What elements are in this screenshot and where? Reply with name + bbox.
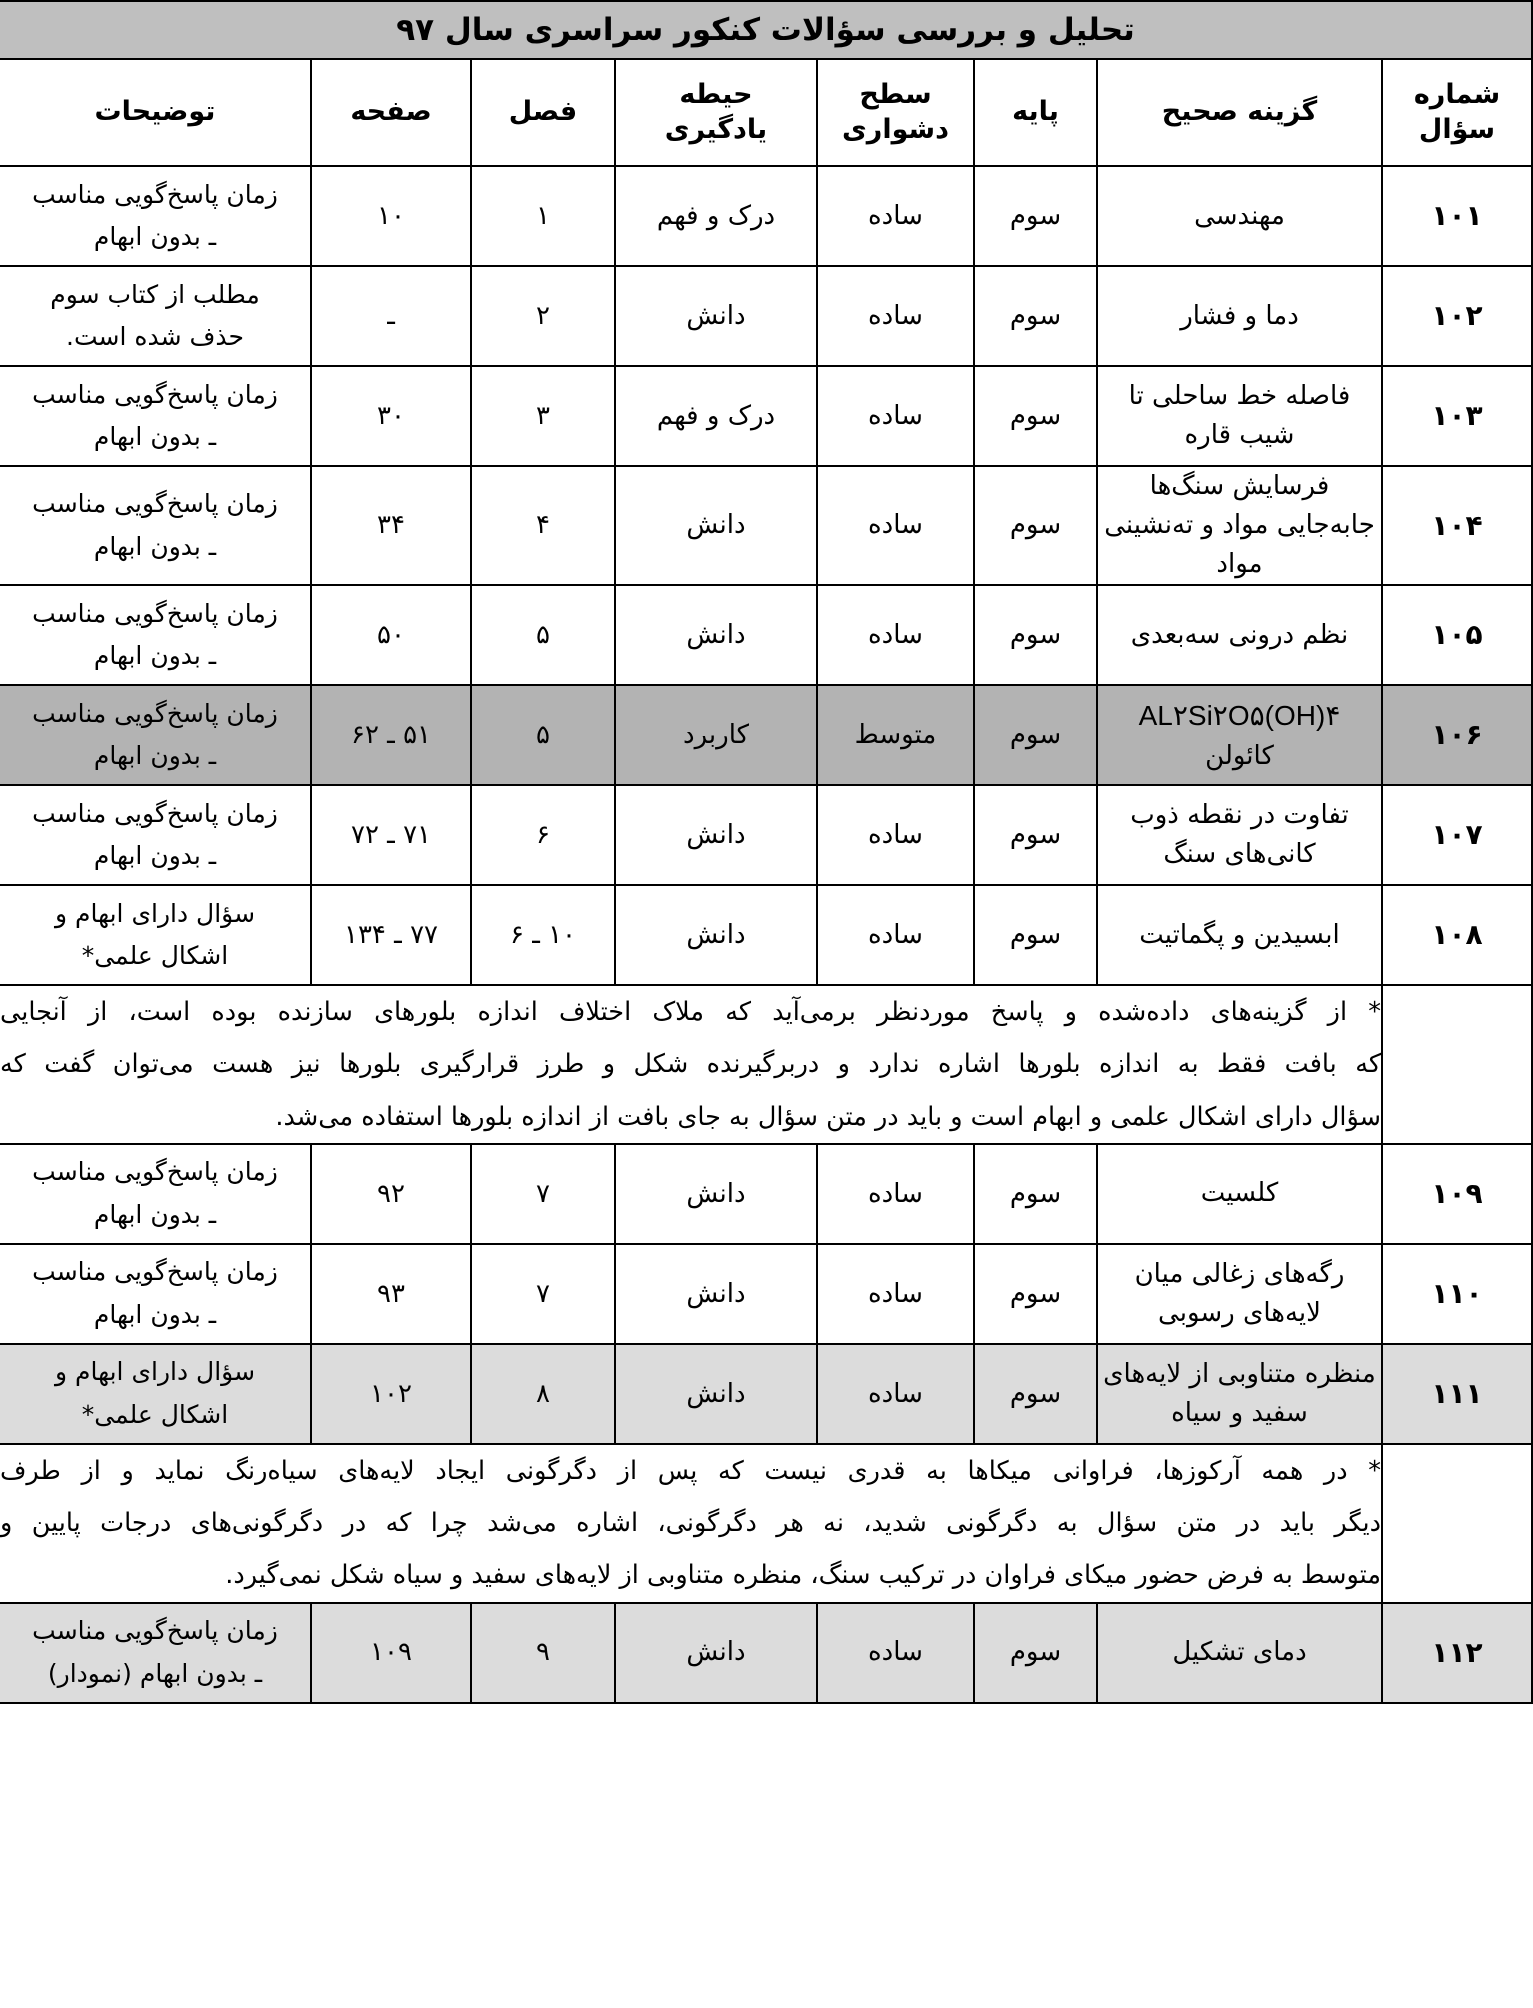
cell-difficulty: ساده bbox=[817, 885, 974, 985]
footnote-row bbox=[0, 985, 1532, 1144]
note-line1: زمان پاسخ‌گویی مناسب bbox=[32, 598, 278, 628]
cell-page: ۵۱ ـ ۶۲ bbox=[311, 685, 471, 785]
note-line1: زمان پاسخ‌گویی مناسب bbox=[32, 1257, 278, 1287]
cell-chapter: ۸ bbox=[471, 1344, 615, 1444]
cell-chapter: ۹ bbox=[471, 1603, 615, 1703]
header-chapter-line1: فصل bbox=[508, 96, 578, 128]
note-line1: زمان پاسخ‌گویی مناسب bbox=[32, 379, 278, 409]
cell-notes bbox=[0, 885, 311, 985]
note-line2: ـ بدون ابهام bbox=[93, 222, 217, 251]
cell-domain: دانش bbox=[615, 1603, 817, 1703]
cell-question-number: ۱۱۲ bbox=[1382, 1603, 1532, 1703]
note-line1: زمان پاسخ‌گویی مناسب bbox=[32, 1157, 278, 1187]
cell-page: ۵۰ bbox=[311, 585, 471, 685]
cell-notes bbox=[0, 1603, 311, 1703]
cell-correct-option: فاصله خط ساحلی تا شیب قاره bbox=[1097, 366, 1382, 466]
cell-page: ۹۲ bbox=[311, 1144, 471, 1244]
cell-question-number: ۱۰۹ bbox=[1382, 1144, 1532, 1244]
cell-notes bbox=[0, 585, 311, 685]
footnote-111-line3: متوسط به فرض حضور میکای فراوان در ترکیب سنگ، منظره متناوبی از لایه‌های سفید و سیاه شکل نمی‌گیرد. bbox=[225, 1560, 1381, 1591]
note-line2: اشکال علمی* bbox=[81, 941, 229, 970]
cell-domain: دانش bbox=[615, 266, 817, 366]
cell-question-number: ۱۰۸ bbox=[1382, 885, 1532, 985]
table-body bbox=[0, 1, 1532, 1703]
table-row bbox=[0, 885, 1532, 985]
cell-grade: سوم bbox=[974, 366, 1097, 466]
note-line1: سؤال دارای ابهام و bbox=[54, 898, 256, 928]
footnote-blank-cell bbox=[1382, 985, 1532, 1144]
cell-grade: سوم bbox=[974, 1144, 1097, 1244]
chemical-formula: AL۲Si۲O۵(OH)۴ bbox=[1138, 699, 1341, 731]
footnote-108-line1: * از گزینه‌های داده‌شده و پاسخ موردنظر برمی‌آید که ملاک اختلاف اندازه بلورهای سازنده بوده است، از آنجایی bbox=[0, 997, 1381, 1027]
cell-notes bbox=[0, 1344, 311, 1444]
header-chapter bbox=[471, 59, 615, 166]
cell-notes bbox=[0, 266, 311, 366]
note-line2: ـ بدون ابهام bbox=[93, 422, 217, 451]
note-line2: ـ بدون ابهام bbox=[93, 741, 217, 770]
cell-correct-option: منظره متناوبی از لایه‌های سفید و سیاه bbox=[1097, 1344, 1382, 1444]
cell-question-number: ۱۱۱ bbox=[1382, 1344, 1532, 1444]
cell-domain: دانش bbox=[615, 585, 817, 685]
cell-difficulty: ساده bbox=[817, 166, 974, 266]
footnote-111 bbox=[0, 1444, 1382, 1603]
cell-difficulty: متوسط bbox=[817, 685, 974, 785]
cell-correct-option: دما و فشار bbox=[1097, 266, 1382, 366]
header-row bbox=[0, 59, 1532, 166]
cell-notes bbox=[0, 1144, 311, 1244]
note-line2: ـ بدون ابهام bbox=[93, 1199, 217, 1229]
cell-grade: سوم bbox=[974, 585, 1097, 685]
header-page-line1: صفحه bbox=[350, 96, 432, 128]
cell-grade: سوم bbox=[974, 266, 1097, 366]
cell-grade: سوم bbox=[974, 785, 1097, 885]
cell-notes bbox=[0, 685, 311, 785]
cell-page: ۱۰۹ bbox=[311, 1603, 471, 1703]
note-line1: زمان پاسخ‌گویی مناسب bbox=[32, 1616, 278, 1646]
cell-difficulty: ساده bbox=[817, 1344, 974, 1444]
cell-question-number: ۱۱۰ bbox=[1382, 1244, 1532, 1344]
note-line2: اشکال علمی* bbox=[81, 1399, 229, 1429]
cell-correct-option: رگه‌های زغالی میان لایه‌های رسوبی bbox=[1097, 1244, 1382, 1344]
option-name: کائولن bbox=[1205, 740, 1274, 771]
cell-notes bbox=[0, 785, 311, 885]
cell-correct-option: مهندسی bbox=[1097, 166, 1382, 266]
cell-difficulty: ساده bbox=[817, 1144, 974, 1244]
cell-notes bbox=[0, 466, 311, 585]
cell-correct-option: نظم درونی سه‌بعدی bbox=[1097, 585, 1382, 685]
cell-chapter: ۶ bbox=[471, 785, 615, 885]
cell-domain: کاربرد bbox=[615, 685, 817, 785]
header-domain-line2: یادگیری bbox=[664, 113, 768, 145]
cell-difficulty: ساده bbox=[817, 466, 974, 585]
cell-domain: دانش bbox=[615, 885, 817, 985]
cell-chapter: ۷ bbox=[471, 1144, 615, 1244]
cell-chapter: ۵ bbox=[471, 585, 615, 685]
cell-question-number: ۱۰۷ bbox=[1382, 785, 1532, 885]
footnote-111-line2: دیگر باید در متن سؤال به دگرگونی شدید، نه هر دگرگونی، اشاره می‌شد چرا که در دگرگونی‌های درجات پایین و bbox=[0, 1508, 1381, 1539]
cell-difficulty: ساده bbox=[817, 366, 974, 466]
cell-chapter: ۲ bbox=[471, 266, 615, 366]
header-grade-line1: پایه bbox=[1012, 96, 1059, 128]
header-page bbox=[311, 59, 471, 166]
table-row bbox=[0, 1144, 1532, 1244]
cell-page: ۱۰ bbox=[311, 166, 471, 266]
table-row bbox=[0, 685, 1532, 785]
cell-correct-option: دمای تشکیل bbox=[1097, 1603, 1382, 1703]
cell-correct-option: فرسایش سنگ‌ها جابه‌جایی مواد و ته‌نشینی مواد bbox=[1097, 466, 1382, 585]
header-grade bbox=[974, 59, 1097, 166]
footnote-108-line3: سؤال دارای اشکال علمی و ابهام است و باید در متن سؤال به جای بافت از اندازه بلورها استفاده می‌شد. bbox=[275, 1101, 1381, 1132]
footnote-row bbox=[0, 1444, 1532, 1603]
cell-domain: دانش bbox=[615, 785, 817, 885]
header-correct-option bbox=[1097, 59, 1382, 166]
cell-correct-option bbox=[1097, 685, 1382, 785]
cell-chapter: ۵ bbox=[471, 685, 615, 785]
note-line2: حذف شده است. bbox=[66, 322, 244, 351]
cell-question-number: ۱۰۶ bbox=[1382, 685, 1532, 785]
cell-grade: سوم bbox=[974, 1244, 1097, 1344]
table-row bbox=[0, 1603, 1532, 1703]
header-question-number-line1: شماره bbox=[1413, 78, 1501, 110]
cell-chapter: ۳ bbox=[471, 366, 615, 466]
footnote-blank-cell bbox=[1382, 1444, 1532, 1603]
cell-question-number: ۱۰۴ bbox=[1382, 466, 1532, 585]
header-difficulty bbox=[817, 59, 974, 166]
header-domain-line1: حیطه bbox=[679, 78, 753, 110]
cell-page: ۹۳ bbox=[311, 1244, 471, 1344]
cell-difficulty: ساده bbox=[817, 1244, 974, 1344]
cell-page: ۱۰۲ bbox=[311, 1344, 471, 1444]
cell-correct-option: تفاوت در نقطه ذوب کانی‌های سنگ bbox=[1097, 785, 1382, 885]
header-question-number-line2: سؤال bbox=[1418, 113, 1496, 145]
cell-domain: دانش bbox=[615, 466, 817, 585]
cell-domain: دانش bbox=[615, 1244, 817, 1344]
header-difficulty-line2: دشواری bbox=[842, 113, 949, 145]
header-question-number bbox=[1382, 59, 1532, 166]
table-row bbox=[0, 585, 1532, 685]
footnote-108 bbox=[0, 985, 1382, 1144]
cell-page: ۳۰ bbox=[311, 366, 471, 466]
title-row bbox=[0, 1, 1532, 59]
header-difficulty-line1: سطح bbox=[859, 78, 932, 110]
cell-difficulty: ساده bbox=[817, 266, 974, 366]
cell-domain: دانش bbox=[615, 1144, 817, 1244]
cell-difficulty: ساده bbox=[817, 585, 974, 685]
cell-correct-option: ابسیدین و پگماتیت bbox=[1097, 885, 1382, 985]
note-line2: ـ بدون ابهام bbox=[93, 641, 217, 670]
cell-notes bbox=[0, 1244, 311, 1344]
cell-question-number: ۱۰۱ bbox=[1382, 166, 1532, 266]
cell-grade: سوم bbox=[974, 685, 1097, 785]
header-domain bbox=[615, 59, 817, 166]
footnote-111-line1: * در همه آرکوزها، فراوانی میکاها به قدری نیست که پس از دگرگونی ایجاد لایه‌های سیاه‌رنگ نماید و از طرف bbox=[0, 1455, 1381, 1486]
cell-grade: سوم bbox=[974, 1344, 1097, 1444]
note-line2: ـ بدون ابهام bbox=[93, 841, 217, 870]
cell-page: ۷۷ ـ ۱۳۴ bbox=[311, 885, 471, 985]
cell-difficulty: ساده bbox=[817, 785, 974, 885]
table-row bbox=[0, 785, 1532, 885]
cell-difficulty: ساده bbox=[817, 1603, 974, 1703]
table-row bbox=[0, 166, 1532, 266]
cell-domain: دانش bbox=[615, 1344, 817, 1444]
cell-chapter: ۱۰ ـ ۶ bbox=[471, 885, 615, 985]
cell-grade: سوم bbox=[974, 885, 1097, 985]
cell-notes bbox=[0, 366, 311, 466]
cell-page: ـ bbox=[311, 266, 471, 366]
table-row bbox=[0, 366, 1532, 466]
header-correct-option-line1: گزینه صحیح bbox=[1161, 96, 1318, 128]
cell-domain: درک و فهم bbox=[615, 366, 817, 466]
cell-chapter: ۱ bbox=[471, 166, 615, 266]
note-line1: زمان پاسخ‌گویی مناسب bbox=[32, 489, 278, 518]
table-row bbox=[0, 466, 1532, 585]
cell-chapter: ۴ bbox=[471, 466, 615, 585]
note-line2: ـ بدون ابهام bbox=[93, 1299, 217, 1329]
header-notes-line1: توضیحات bbox=[94, 96, 216, 128]
note-line1: زمان پاسخ‌گویی مناسب bbox=[32, 798, 278, 828]
footnote-108-line2: که بافت فقط به اندازه بلورها اشاره ندارد و دربرگیرنده شکل و طرز قرارگیری بلورها نیز هست می‌توان گفت که bbox=[0, 1049, 1381, 1080]
cell-page: ۷۱ ـ ۷۲ bbox=[311, 785, 471, 885]
cell-question-number: ۱۰۲ bbox=[1382, 266, 1532, 366]
cell-domain: درک و فهم bbox=[615, 166, 817, 266]
header-notes bbox=[0, 59, 311, 166]
note-line1: زمان پاسخ‌گویی مناسب bbox=[32, 179, 278, 209]
cell-question-number: ۱۰۳ bbox=[1382, 366, 1532, 466]
note-line1: مطلب از کتاب سوم bbox=[50, 279, 260, 309]
note-line1: زمان پاسخ‌گویی مناسب bbox=[32, 698, 278, 728]
cell-grade: سوم bbox=[974, 466, 1097, 585]
table-row bbox=[0, 266, 1532, 366]
table-row bbox=[0, 1244, 1532, 1344]
cell-grade: سوم bbox=[974, 1603, 1097, 1703]
cell-chapter: ۷ bbox=[471, 1244, 615, 1344]
note-line2: ـ بدون ابهام (نمودار) bbox=[47, 1658, 263, 1688]
cell-correct-option: کلسیت bbox=[1097, 1144, 1382, 1244]
page-title: تحلیل و بررسی سؤالات کنکور سراسری سال ۹۷ bbox=[0, 1, 1532, 59]
cell-question-number: ۱۰۵ bbox=[1382, 585, 1532, 685]
note-line1: سؤال دارای ابهام و bbox=[54, 1357, 256, 1387]
cell-page: ۳۴ bbox=[311, 466, 471, 585]
note-line2: ـ بدون ابهام bbox=[93, 531, 217, 561]
table-row bbox=[0, 1344, 1532, 1444]
cell-notes bbox=[0, 166, 311, 266]
cell-grade: سوم bbox=[974, 166, 1097, 266]
